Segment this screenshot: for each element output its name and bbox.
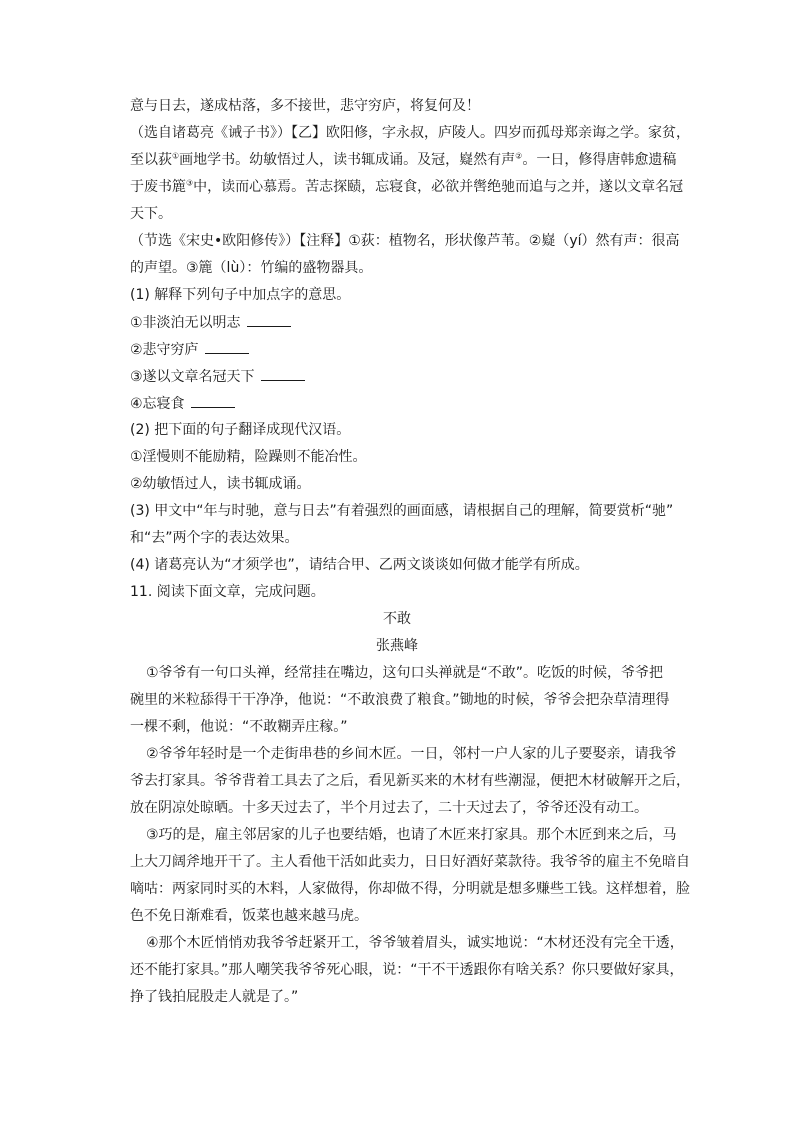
question-2-stem: (2) 把下面的句子翻译成现代汉语。 <box>130 422 351 438</box>
story-line: 色不免日渐难看，饭菜也越来越马虎。 <box>130 908 368 924</box>
notes-line-1: （节选《宋史•欧阳修传》）【注释】①荻：植物名，形状像芦苇。②嶷（yí）然有声：很高 <box>130 233 680 249</box>
story-title: 不敢 <box>383 611 411 627</box>
passage-b-line-3: 于废书簏③中，读而心慕焉。苦志探赜，忘寝食，必欲并辔绝驰而追与之并，遂以文章名冠 <box>130 178 684 195</box>
question-1-item-3: ③遂以文章名冠天下 <box>130 367 305 386</box>
story-line: 一棵不剩，他说：“不敢糊弄庄稼。” <box>130 719 348 735</box>
question-1-item-1: ①非淡泊无以明志 <box>130 313 291 332</box>
footnote-mark-2: ② <box>515 151 523 161</box>
story-line: 爷去打家具。爷爷背着工具去了之后，看见新买来的木材有些潮湿，便把木材破解开之后， <box>130 773 690 789</box>
story-line: 还不能打家具。”那人嘲笑我爷爷死心眼，说：“干不干透跟你有啥关系？你只要做好家具， <box>130 962 684 978</box>
story-line: ①爷爷有一句口头禅，经常挂在嘴边，这句口头禅就是“不敢”。吃饭的时候，爷爷把 <box>146 665 664 681</box>
question-2-item-1: ①淫慢则不能励精，险躁则不能冶性。 <box>130 449 367 465</box>
passage-b-line-4: 天下。 <box>130 206 172 222</box>
answer-blank[interactable] <box>247 313 291 327</box>
question-11: 11. 阅读下面文章，完成问题。 <box>130 584 325 600</box>
story-line: 嘀咕：两家同时买的木料，人家做得，你却做不得，分明就是想多赚些工钱。这样想着，脸 <box>130 881 690 897</box>
question-1-stem: (1) 解释下列句子中加点字的意思。 <box>130 287 351 303</box>
question-3-line-1: (3) 甲文中“年与时驰，意与日去”有着强烈的画面感，请根据自己的理解，简要赏析“驰” <box>130 503 674 519</box>
notes-line-2: 的声望。③簏（lù）：竹编的盛物器具。 <box>130 260 373 276</box>
passage-b-line-2: 至以荻①画地学书。幼敏悟过人，读书辄成诵。及冠，嶷然有声②。一日，修得唐韩愈遗稿 <box>130 151 677 168</box>
question-2-item-2: ②幼敏悟过人，读书辄成诵。 <box>130 476 311 492</box>
story-line: 碗里的米粒舔得干干净净，他说：“不敢浪费了粮食。”锄地的时候，爷爷会把杂草清理得 <box>130 692 670 708</box>
passage-a-end: 意与日去，遂成枯落，多不接世，悲守穷庐，将复何及！ <box>130 98 480 114</box>
footnote-mark-3: ③ <box>186 178 194 188</box>
answer-blank[interactable] <box>191 394 235 408</box>
story-author: 张燕峰 <box>376 638 418 654</box>
question-1-item-4: ④忘寝食 <box>130 394 235 413</box>
question-3-line-2: 和“去”两个字的表达效果。 <box>130 530 299 546</box>
question-4: (4) 诸葛亮认为“才须学也”，请结合甲、乙两文谈谈如何做才能学有所成。 <box>130 557 589 573</box>
answer-blank[interactable] <box>261 367 305 381</box>
passage-b-line-1: （选自诸葛亮《诫子书》）【乙】欧阳修，字永叔，庐陵人。四岁而孤母郑亲诲之学。家贫， <box>130 125 690 141</box>
story-line: ④那个木匠悄悄劝我爷爷赶紧开工，爷爷皱着眉头，诚实地说：“木材还没有完全干透， <box>146 935 684 951</box>
story-line: ②爷爷年轻时是一个走街串巷的乡间木匠。一日，邻村一户人家的儿子要娶亲，请我爷 <box>146 746 677 762</box>
story-line: 挣了钱拍屁股走人就是了。” <box>130 989 299 1005</box>
question-1-item-2: ②悲守穷庐 <box>130 340 249 359</box>
story-line: 放在阴凉处晾晒。十多天过去了，半个月过去了，二十天过去了，爷爷还没有动工。 <box>130 800 648 816</box>
story-line: 上大刀阔斧地开干了。主人看他干活如此卖力，日日好酒好菜款待。我爷爷的雇主不免暗自 <box>130 854 690 870</box>
answer-blank[interactable] <box>205 340 249 354</box>
footnote-mark-1: ① <box>172 151 180 161</box>
story-line: ③巧的是，雇主邻居家的儿子也要结婚，也请了木匠来打家具。那个木匠到来之后，马 <box>146 827 677 843</box>
